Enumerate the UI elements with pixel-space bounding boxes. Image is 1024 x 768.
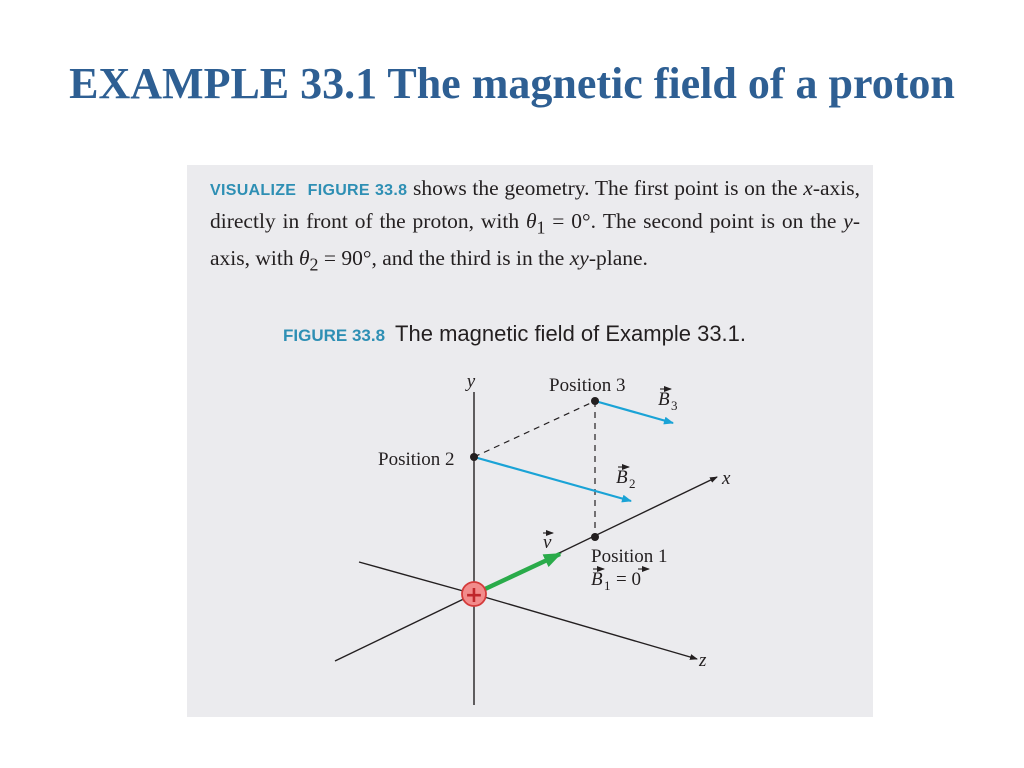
position1-point bbox=[591, 533, 599, 541]
paragraph-text-c: = 0°. The second point is on the bbox=[545, 209, 844, 233]
b1-subscript: 1 bbox=[604, 578, 611, 593]
paragraph-text-a: shows the geometry. The first point is on the bbox=[412, 176, 804, 200]
b2-subscript: 2 bbox=[629, 476, 636, 491]
x-axis-label: x bbox=[722, 468, 731, 489]
y-axis-label: y bbox=[466, 371, 476, 392]
position2-label: Position 2 bbox=[378, 449, 455, 470]
theta-symbol-2: θ bbox=[298, 246, 310, 271]
dashed-line-position2-to-3 bbox=[474, 401, 595, 457]
b2-letter: B bbox=[616, 467, 628, 488]
b2-label bbox=[616, 467, 636, 491]
position1-label: Position 1 bbox=[591, 546, 668, 567]
b2-vector bbox=[474, 457, 631, 501]
velocity-vector bbox=[485, 554, 560, 589]
theta-subscript-2: 2 bbox=[309, 254, 319, 275]
y-variable: y bbox=[843, 209, 853, 233]
paragraph-text-b: -axis, directly in front of the proton, with bbox=[210, 176, 861, 233]
velocity-label bbox=[543, 532, 553, 553]
b1-equals-zero: = 0 bbox=[616, 569, 641, 590]
position2-point bbox=[470, 453, 478, 461]
xy-variable: xy bbox=[569, 246, 589, 271]
paragraph-text-d: -axis, with bbox=[210, 209, 860, 271]
example-panel bbox=[187, 165, 873, 717]
theta-symbol: θ bbox=[525, 209, 537, 233]
figure-caption-text: The magnetic field of Example 33.1. bbox=[395, 321, 747, 346]
paragraph-text-f: -plane. bbox=[588, 246, 648, 271]
figure-label: FIGURE 33.8 bbox=[283, 326, 386, 345]
x-variable: x bbox=[803, 176, 813, 200]
z-axis-label: z bbox=[699, 650, 707, 671]
figure-reference: FIGURE 33.8 bbox=[307, 182, 408, 199]
x-axis-back-line bbox=[335, 594, 474, 661]
v-letter: v bbox=[543, 532, 552, 553]
slide-title: EXAMPLE 33.1 The magnetic field of a proton bbox=[69, 59, 955, 108]
b1-letter: B bbox=[591, 569, 603, 590]
position3-point bbox=[591, 397, 599, 405]
z-axis-back-line bbox=[359, 562, 474, 594]
theta-subscript-1: 1 bbox=[536, 217, 546, 238]
b3-letter: B bbox=[658, 389, 670, 410]
z-axis-line bbox=[474, 594, 697, 659]
b1-equals-zero-label bbox=[591, 569, 649, 593]
b3-label bbox=[658, 389, 678, 413]
b3-subscript: 3 bbox=[671, 398, 678, 413]
proton-plus-sign: + bbox=[464, 583, 484, 608]
position3-label: Position 3 bbox=[549, 375, 626, 396]
paragraph-text-e: = 90°, and the third is in the bbox=[318, 246, 570, 271]
visualize-tag: VISUALIZE bbox=[210, 182, 297, 199]
magnetic-field-diagram bbox=[187, 165, 873, 717]
